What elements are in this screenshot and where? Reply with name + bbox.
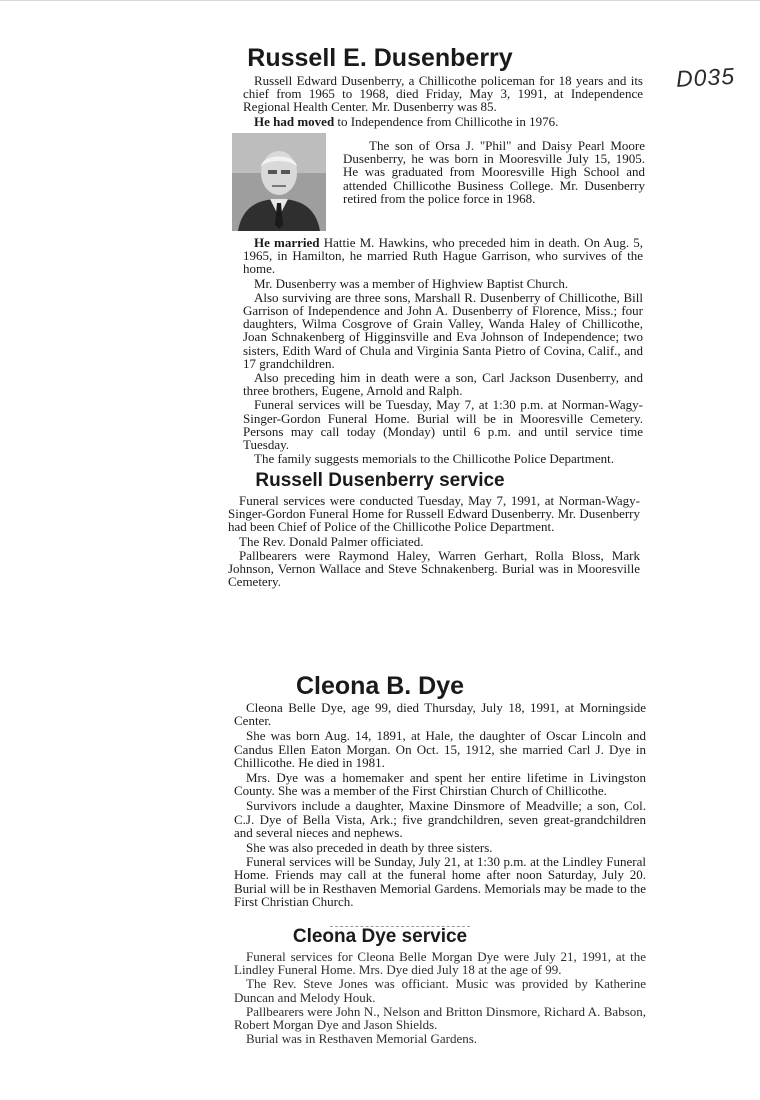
obituary-headline-cleona: Cleona B. Dye: [295, 672, 465, 700]
paragraph-moved: [243, 115, 643, 128]
obituary-russell-intro: [243, 74, 643, 129]
lead-in: He married: [254, 235, 320, 250]
paragraph-text: Hattie M. Hawkins, who preceded him in death. On Aug. 5, 1965, in Hamilton, he married Ruth Hague Garrison, who survives of the home.: [243, 235, 643, 277]
paragraph: Pallbearers were Raymond Haley, Warren Gerhart, Rolla Bloss, Mark Johnson, Vernon Wallace and Steve Schnakenberg. Burial was in Mooresville Cemetery.: [228, 547, 640, 590]
obituary-headline-russell: Russell E. Dusenberry: [247, 44, 513, 72]
paragraph: Cleona Belle Dye, age 99, died Thursday, July 18, 1991, at Morningside Center.: [234, 700, 646, 729]
lead-in: He had moved: [254, 113, 335, 129]
service-cleona-body: [234, 950, 646, 1046]
portrait-image: [232, 133, 326, 231]
paragraph: Also surviving are three sons, Marshall R. Dusenberry of Chillicothe, Bill Garrison of Independence and John A. Dusenberry of Florence, Miss.; four daughters, Wilma Cosgrove of Grain Valley, Wanda Haley of Chillicothe, Joan Schnakenberg of Higginsville and Eva Johnson of Independence; two sisters, Edith Ward of Chula and Virginia Santa Pietro of Covina, Calif., and 17 grandchildren.: [243, 289, 643, 371]
paragraph: Mr. Dusenberry was a member of Highview Baptist Church.: [254, 275, 569, 291]
obituary-russell-body: [243, 236, 643, 466]
paragraph: The family suggests memorials to the Chillicothe Police Department.: [254, 451, 614, 467]
obituary-russell-beside-photo: [343, 139, 645, 206]
paragraph: Mrs. Dye was a homemaker and spent her entire lifetime in Livingston County. She was a member of the First Chirstian Church of Chillicothe.: [234, 770, 646, 799]
service-headline-cleona: Cleona Dye service: [292, 926, 468, 947]
paragraph: Pallbearers were John N., Nelson and Britton Dinsmore, Richard A. Babson, Robert Morgan Dye and Jason Shields.: [234, 1003, 646, 1033]
portrait-photo: [232, 133, 326, 231]
paragraph: Russell Edward Dusenberry, a Chillicothe policeman for 18 years and its chief from 1965 to 1968, died Friday, May 3, 1991, at Independence Regional Health Center. Mr. Dusenberry was 85.: [243, 73, 643, 115]
paragraph-text: to Independence from Chillicothe in 1976.: [334, 113, 559, 129]
paragraph: The Rev. Donald Palmer officiated.: [239, 533, 424, 549]
paragraph: Also preceding him in death were a son, Carl Jackson Dusenberry, and three brothers, Eugene, Arnold and Ralph.: [243, 370, 643, 399]
handwritten-file-number: D035: [675, 62, 736, 92]
service-headline-russell: Russell Dusenberry service: [255, 470, 505, 491]
paragraph: The Rev. Steve Jones was officiant. Music was provided by Katherine Duncan and Melody Houk.: [234, 976, 646, 1005]
paragraph: Survivors include a daughter, Maxine Dinsmore of Meadville; a son, Col. C.J. Dye of Bella Vista, Ark.; five grandchildren, seven great-grandchildren and several nieces and nephews.: [234, 798, 646, 840]
paragraph: Funeral services for Cleona Belle Morgan Dye were July 21, 1991, at the Lindley Funeral Home. Mrs. Dye died July 18 at the age of 99.: [234, 949, 646, 978]
paragraph: Burial was in Resthaven Memorial Gardens.: [246, 1031, 478, 1047]
paragraph-married: [243, 236, 643, 276]
obituary-cleona-body: [234, 701, 646, 909]
paragraph: She was born Aug. 14, 1891, at Hale, the daughter of Oscar Lincoln and Candus Ellen Eaton Morgan. On Oct. 15, 1912, she married Carl J. Dye in Chillicothe. He died in 1981.: [234, 728, 646, 770]
paragraph: Funeral services were conducted Tuesday, May 7, 1991, at Norman-Wagy-Singer-Gordon Funeral Home for Russell Edward Dusenberry. Mr. Dusenberry had been Chief of Police of the Chillicothe Police Department.: [228, 493, 640, 535]
paragraph: Funeral services will be Tuesday, May 7, at 1:30 p.m. at Norman-Wagy-Singer-Gordon Funeral Home. Burial will be in Mooresville Cemetery. Persons may call today (Monday) until 6 p.m. and until service time Tuesday.: [243, 397, 643, 453]
service-russell-body: [228, 494, 640, 589]
top-rule: [0, 0, 760, 1]
paragraph: She was also preceded in death by three sisters.: [246, 840, 493, 856]
paragraph: Funeral services will be Sunday, July 21, at 1:30 p.m. at the Lindley Funeral Home. Friends may call at the funeral home after noon Saturday, July 20. Burial will be in Resthaven Memorial Gardens. Memorials may be made to the First Christian Church.: [234, 854, 646, 909]
paragraph: The son of Orsa J. "Phil" and Daisy Pearl Moore Dusenberry, he was born in Mooresville July 15, 1905. He was graduated from Mooresville High School and attended Chillicothe Business College. Mr. Dusenberry retired from the police force in 1968.: [343, 138, 645, 206]
